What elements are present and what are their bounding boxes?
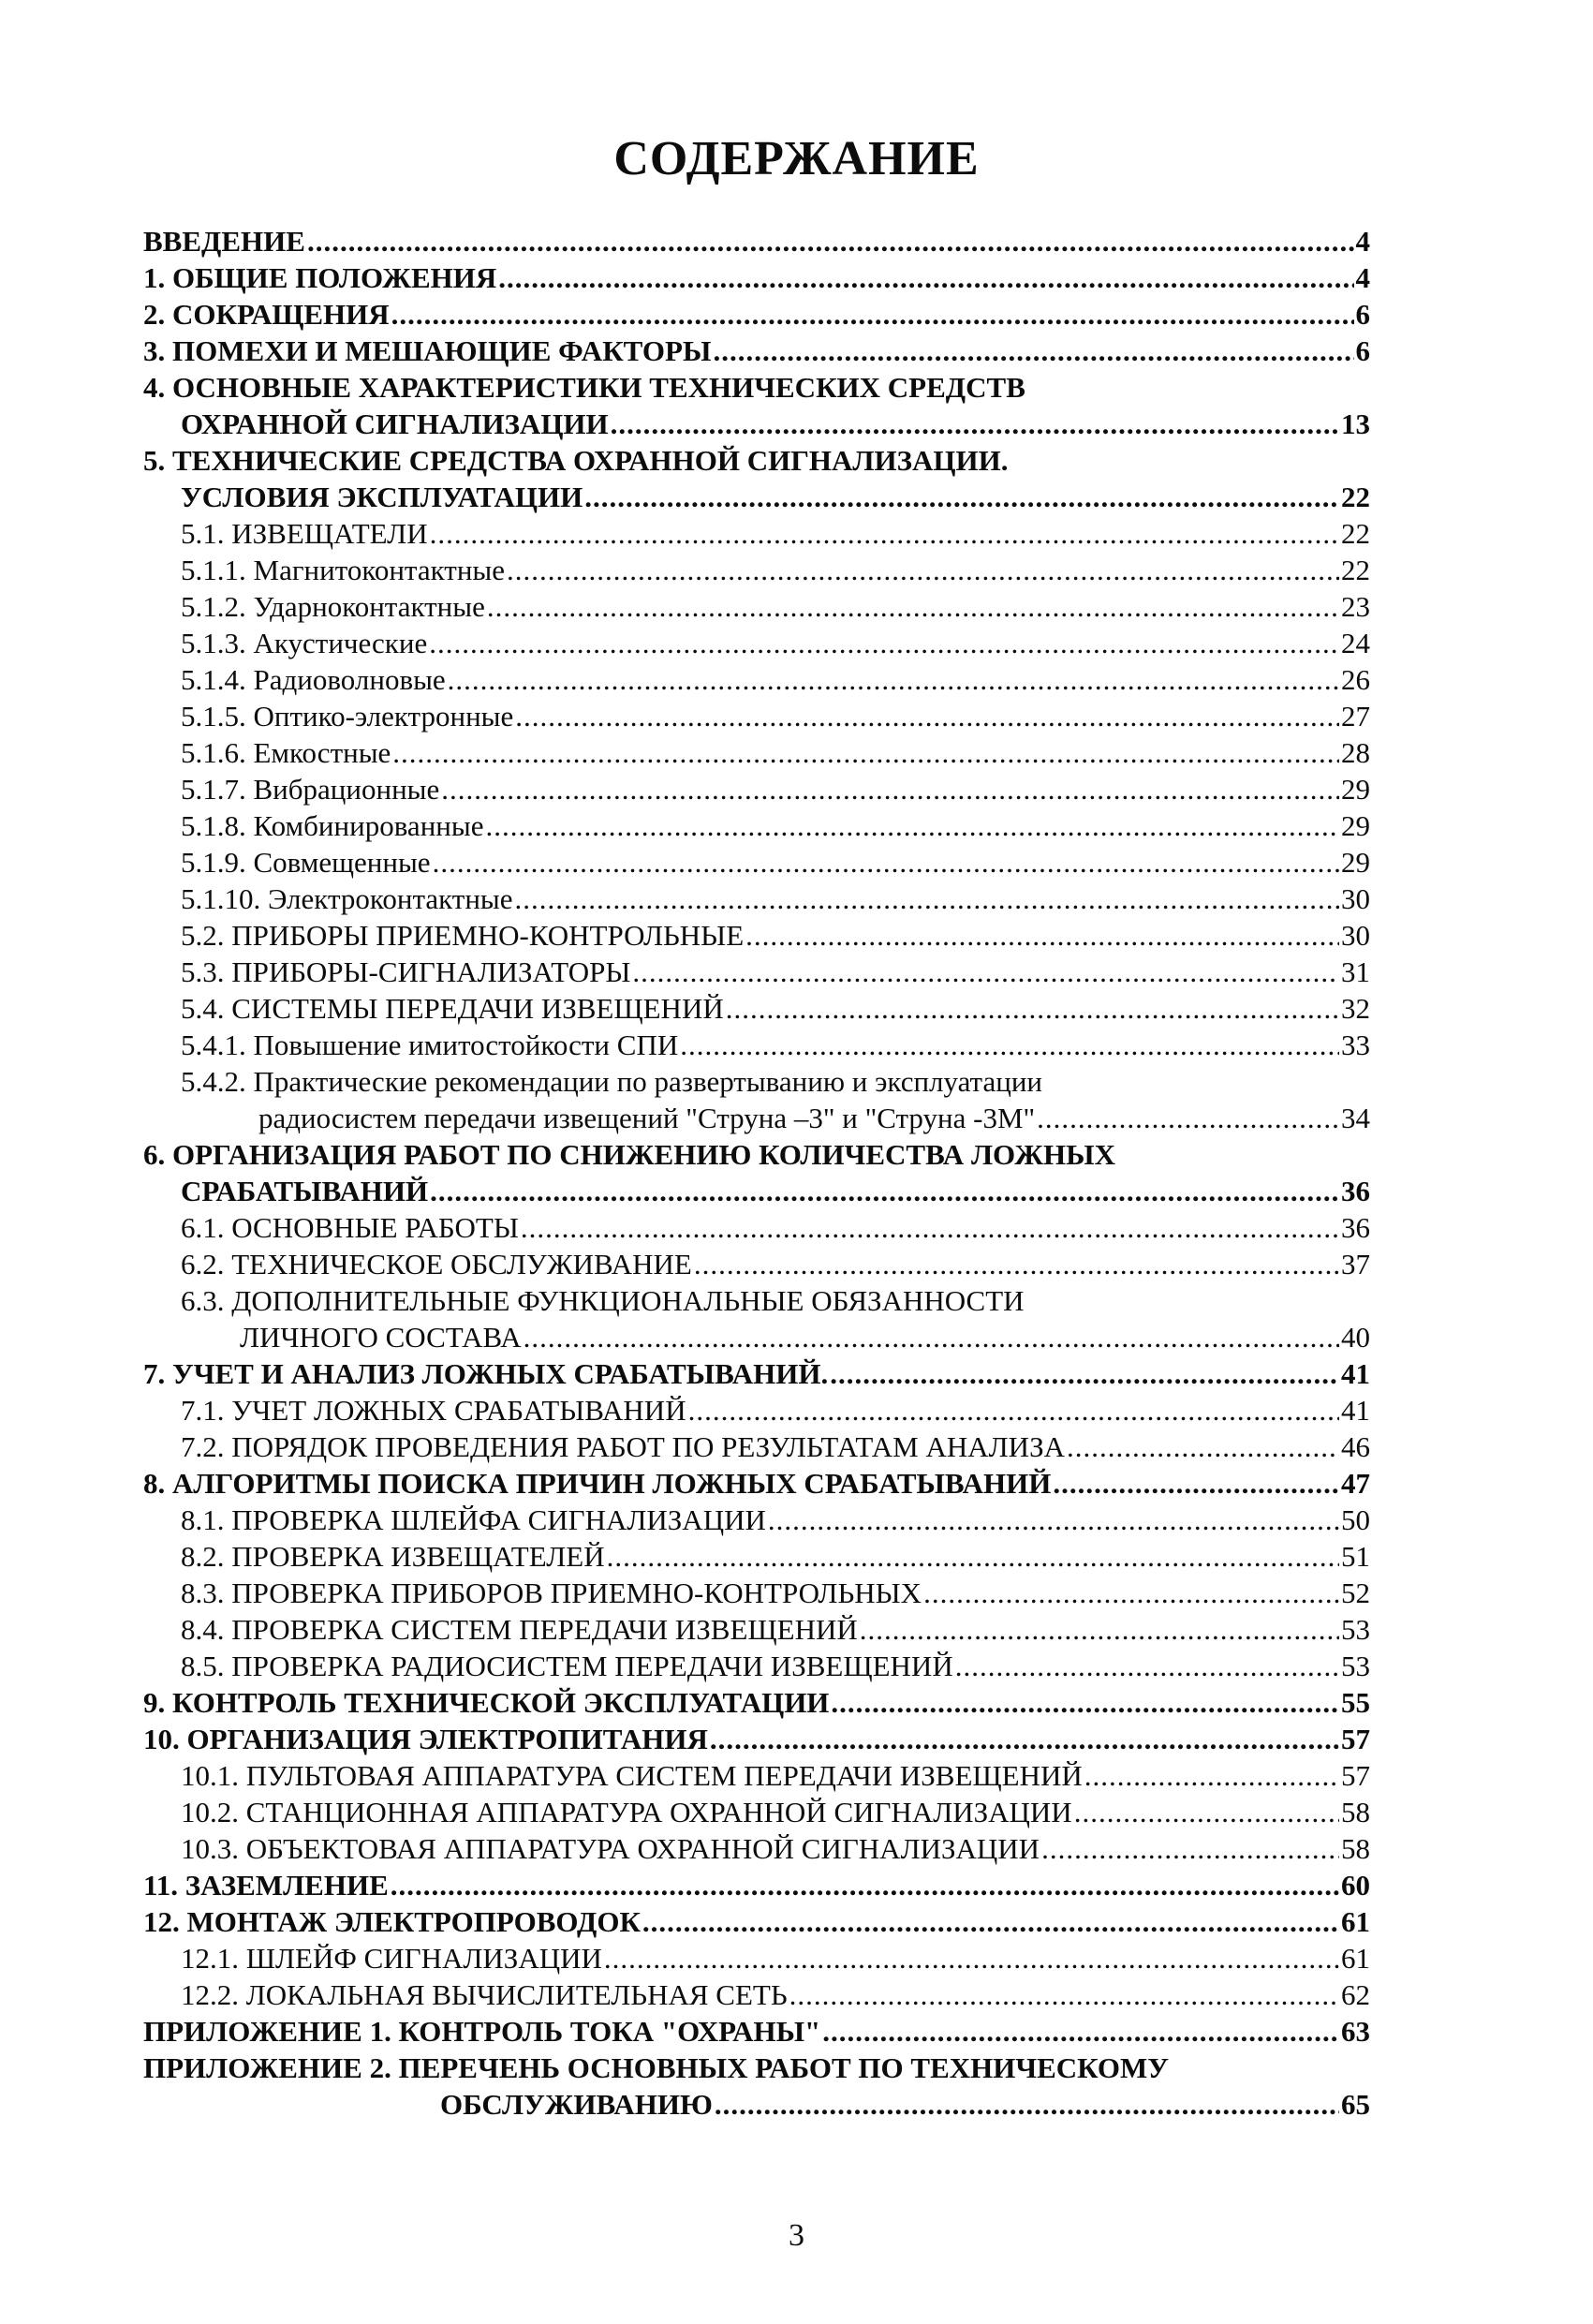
toc-entry (143, 1355, 1370, 1395)
toc-entry-page: 60 (1341, 1869, 1370, 1902)
toc-leader-dots (860, 1611, 1339, 1649)
toc-leader-dots (391, 296, 1354, 333)
toc-entry (181, 1940, 1370, 1979)
toc-leader-dots (515, 881, 1339, 918)
toc-entry-page: 41 (1341, 1394, 1370, 1427)
page-number: 3 (789, 2218, 804, 2253)
toc-entry (181, 1209, 1370, 1249)
toc-entry-page: 41 (1341, 1357, 1370, 1390)
toc-leader-dots (726, 990, 1339, 1028)
toc-entry (181, 1063, 1370, 1103)
toc-entry-title: радиосистем передачи извещений "Струна –3" и "Струна -3М" (258, 1102, 1036, 1134)
toc-entry-title: 5.1.4. Радиоволновые (181, 663, 446, 696)
toc-entry-title: 10.1. ПУЛЬТОВАЯ АППАРАТУРА СИСТЕМ ПЕРЕДАЧИ ИЗВЕЩЕНИЙ (181, 1759, 1083, 1792)
toc-entry-title: 12.2. ЛОКАЛЬНАЯ ВЫЧИСЛИТЕЛЬНАЯ СЕТЬ (181, 1978, 788, 2011)
toc-entry (181, 698, 1370, 737)
toc-entry-title: 6.3. ДОПОЛНИТЕЛЬНЫЕ ФУНКЦИОНАЛЬНЫЕ ОБЯЗАННОСТИ (181, 1284, 1025, 1317)
toc-entry-title: 5.1.6. Емкостные (181, 736, 391, 769)
toc-leader-dots (632, 954, 1339, 991)
toc-leader-dots (923, 1575, 1339, 1612)
toc-entry-title: 10. ОРГАНИЗАЦИЯ ЭЛЕКТРОПИТАНИЯ (143, 1723, 708, 1755)
toc-entry-page: 4 (1355, 261, 1370, 294)
toc-entry (181, 1282, 1370, 1322)
toc-entry-page: 51 (1341, 1540, 1370, 1573)
toc-entry-page: 30 (1341, 919, 1370, 952)
toc-entry (181, 625, 1370, 664)
toc-entry (240, 1319, 1370, 1358)
toc-entry (181, 844, 1370, 883)
toc-leader-dots (1067, 1428, 1339, 1466)
toc-entry (181, 1246, 1370, 1285)
toc-leader-dots (433, 844, 1339, 881)
toc-entry-title: 5.2. ПРИБОРЫ ПРИЕМНО-КОНТРОЛЬНЫЕ (181, 919, 745, 952)
toc-entry (143, 2050, 1370, 2089)
toc-entry-page: 31 (1341, 955, 1370, 988)
toc-entry-title: 5.1.7. Вибрационные (181, 773, 440, 806)
toc-leader-dots (1084, 1757, 1339, 1795)
toc-entry-page: 24 (1341, 627, 1370, 659)
toc-leader-dots (611, 406, 1339, 443)
toc-entry-title: 7. УЧЕТ И АНАЛИЗ ЛОЖНЫХ СРАБАТЫВАНИЙ. (143, 1357, 829, 1390)
toc-entry-title: ОБСЛУЖИВАНИЮ (440, 2088, 713, 2121)
toc-entry (143, 333, 1370, 372)
toc-entry-title: 9. КОНТРОЛЬ ТЕХНИЧЕСКОЙ ЭКСПЛУАТАЦИИ (143, 1686, 830, 1719)
toc-entry (143, 2013, 1370, 2052)
toc-entry (258, 1100, 1370, 1139)
toc-entry-title: ПРИЛОЖЕНИЕ 1. КОНТРОЛЬ ТОКА "ОХРАНЫ" (143, 2015, 821, 2048)
toc-leader-dots (607, 1538, 1339, 1576)
toc-entry (181, 734, 1370, 774)
toc-entry-page: 63 (1341, 2015, 1370, 2048)
toc-entry-page: 62 (1341, 1978, 1370, 2011)
toc-entry (143, 369, 1370, 408)
toc-entry (181, 1392, 1370, 1431)
toc-entry (181, 954, 1370, 993)
toc-entry (181, 479, 1370, 518)
toc-leader-dots (604, 1940, 1339, 1977)
toc-entry-title: 10.3. ОБЪЕКТОВАЯ АППАРАТУРА ОХРАННОЙ СИГНАЛИЗАЦИИ (181, 1832, 1040, 1865)
toc-entry-title: 6.2. ТЕХНИЧЕСКОЕ ОБСЛУЖИВАНИЕ (181, 1248, 692, 1280)
toc-entry (143, 1903, 1370, 1943)
toc-entry (181, 807, 1370, 847)
toc-entry-title: 3. ПОМЕХИ И МЕШАЮЩИЕ ФАКТОРЫ (143, 334, 712, 367)
toc-leader-dots (1074, 1794, 1339, 1831)
toc-entry-title: 4. ОСНОВНЫЕ ХАРАКТЕРИСТИКИ ТЕХНИЧЕСКИХ СРЕДСТВ (143, 371, 1025, 404)
toc-entry-page: 61 (1341, 1942, 1370, 1975)
toc-leader-dots (307, 223, 1354, 260)
toc-entry-page: 22 (1341, 517, 1370, 550)
toc-entry (181, 1830, 1370, 1870)
toc-entry-title: 5.1.9. Совмещенные (181, 846, 431, 879)
toc-entry-title: 8.3. ПРОВЕРКА ПРИБОРОВ ПРИЕМНО-КОНТРОЛЬНЫХ (181, 1576, 922, 1609)
toc-leader-dots (688, 1392, 1339, 1429)
toc-entry (181, 1173, 1370, 1212)
toc-leader-dots (1041, 1830, 1339, 1868)
toc-entry-page: 34 (1341, 1102, 1370, 1134)
toc-entry-page: 4 (1355, 225, 1370, 258)
toc-leader-dots (789, 1976, 1339, 2014)
toc-entry (181, 990, 1370, 1029)
toc-entry (143, 442, 1370, 481)
toc-entry-title: 1. ОБЩИЕ ПОЛОЖЕНИЯ (143, 261, 497, 294)
toc-entry-title: 5.4. СИСТЕМЫ ПЕРЕДАЧИ ИЗВЕЩЕНИЙ (181, 992, 724, 1025)
toc-entry-page: 6 (1355, 298, 1370, 331)
toc-leader-dots (1037, 1100, 1339, 1137)
toc-entry-page: 32 (1341, 992, 1370, 1025)
toc-entry (143, 1867, 1370, 1906)
toc-entry-title: 5.1.8. Комбинированные (181, 809, 484, 842)
toc-leader-dots (680, 1027, 1339, 1064)
toc-entry-page: 57 (1341, 1723, 1370, 1755)
toc-entry (181, 406, 1370, 445)
toc-leader-dots (391, 1867, 1339, 1904)
toc-entry (143, 1136, 1370, 1176)
toc-entry-title: СРАБАТЫВАНИЙ (181, 1175, 429, 1207)
toc-entry-title: 5.1.2. Ударноконтактные (181, 590, 485, 623)
toc-entry (181, 515, 1370, 555)
toc-entry-title: 5.1.10. Электроконтактные (181, 882, 513, 915)
toc-entry-title: 8.4. ПРОВЕРКА СИСТЕМ ПЕРЕДАЧИ ИЗВЕЩЕНИЙ (181, 1613, 858, 1646)
toc-entry-page: 40 (1341, 1321, 1370, 1354)
toc-entry-page: 53 (1341, 1613, 1370, 1646)
toc-entry (143, 259, 1370, 299)
toc-entry-title: 8. АЛГОРИТМЫ ПОИСКА ПРИЧИН ЛОЖНЫХ СРАБАТЫВАНИЙ (143, 1467, 1052, 1500)
toc-leader-dots (642, 1903, 1339, 1941)
toc-entry (143, 1684, 1370, 1724)
toc-leader-dots (710, 1721, 1339, 1758)
toc-entry-page: 37 (1341, 1248, 1370, 1280)
toc-entry (143, 223, 1370, 262)
toc-entry-title: 6.1. ОСНОВНЫЕ РАБОТЫ (181, 1211, 519, 1244)
toc-leader-dots (448, 661, 1339, 699)
toc-entry-title: 6. ОРГАНИЗАЦИЯ РАБОТ ПО СНИЖЕНИЮ КОЛИЧЕСТВА ЛОЖНЫХ (143, 1138, 1115, 1171)
toc-leader-dots (441, 771, 1339, 808)
toc-entry-page: 47 (1341, 1467, 1370, 1500)
toc-entry-title: 8.2. ПРОВЕРКА ИЗВЕЩАТЕЛЕЙ (181, 1540, 605, 1573)
toc-entry (181, 1502, 1370, 1541)
toc-entry-page: 52 (1341, 1576, 1370, 1609)
toc-entry (181, 1648, 1370, 1687)
toc-leader-dots (822, 2013, 1339, 2050)
toc-entry (181, 1794, 1370, 1833)
toc-entry-page: 29 (1341, 773, 1370, 806)
toc-entry-page: 65 (1341, 2088, 1370, 2121)
toc-entry-title: ВВЕДЕНИЕ (143, 225, 305, 258)
toc-entry-title: 2. СОКРАЩЕНИЯ (143, 298, 390, 331)
toc-entry (143, 296, 1370, 335)
toc-entry-title: 12.1. ШЛЕЙФ СИГНАЛИЗАЦИИ (181, 1942, 602, 1975)
toc-entry-title: 5.4.2. Практические рекомендации по развертыванию и эксплуатации (181, 1065, 1043, 1098)
toc-entry-page: 27 (1341, 700, 1370, 733)
toc-entry (181, 588, 1370, 628)
toc-entry-title: 8.5. ПРОВЕРКА РАДИОСИСТЕМ ПЕРЕДАЧИ ИЗВЕЩЕНИЙ (181, 1650, 953, 1682)
toc-entry (143, 1465, 1370, 1504)
toc-entry-title: 5. ТЕХНИЧЕСКИЕ СРЕДСТВА ОХРАННОЙ СИГНАЛИЗАЦИИ. (143, 444, 1009, 477)
toc-entry-page: 28 (1341, 736, 1370, 769)
toc-entry-page: 13 (1341, 407, 1370, 440)
toc-entry-page: 30 (1341, 882, 1370, 915)
toc-entry-page: 46 (1341, 1430, 1370, 1463)
toc-entry-title: 7.1. УЧЕТ ЛОЖНЫХ СРАБАТЫВАНИЙ (181, 1394, 686, 1427)
toc-entry (181, 1428, 1370, 1468)
toc-entry-page: 33 (1341, 1029, 1370, 1061)
toc-entry (181, 1976, 1370, 2016)
toc-entry-title: ПРИЛОЖЕНИЕ 2. ПЕРЕЧЕНЬ ОСНОВНЫХ РАБОТ ПО ТЕХНИЧЕСКОМУ (143, 2051, 1170, 2084)
toc-leader-dots (768, 1502, 1339, 1539)
toc-entry-page: 57 (1341, 1759, 1370, 1792)
toc-entry-title: 8.1. ПРОВЕРКА ШЛЕЙФА СИГНАЛИЗАЦИИ (181, 1503, 766, 1536)
toc-entry-title: 5.1.3. Акустические (181, 627, 428, 659)
toc-entry-page: 23 (1341, 590, 1370, 623)
toc-leader-dots (430, 1173, 1339, 1210)
toc-entry-page: 29 (1341, 809, 1370, 842)
toc-leader-dots (429, 625, 1339, 662)
toc-entry-page: 29 (1341, 846, 1370, 879)
toc-entry (181, 552, 1370, 591)
toc-entry-page: 36 (1341, 1211, 1370, 1244)
toc-entry-title: УСЛОВИЯ ЭКСПЛУАТАЦИИ (181, 481, 583, 513)
toc-entry-page: 50 (1341, 1503, 1370, 1536)
toc-entry-page: 58 (1341, 1832, 1370, 1865)
toc-entry-title: 5.3. ПРИБОРЫ-СИГНАЛИЗАТОРЫ (181, 955, 631, 988)
toc-entry-title: 11. ЗАЗЕМЛЕНИЕ (143, 1869, 389, 1902)
toc-entry-title: 5.1. ИЗВЕЩАТЕЛИ (181, 517, 428, 550)
toc-entry-title: 5.4.1. Повышение имитостойкости СПИ (181, 1029, 679, 1061)
toc-leader-dots (1053, 1465, 1339, 1502)
toc-entry (181, 917, 1370, 956)
toc-entry (181, 1611, 1370, 1650)
toc-entry-page: 6 (1355, 334, 1370, 367)
toc-entry (143, 1721, 1370, 1760)
toc-entry-page: 53 (1341, 1650, 1370, 1682)
toc-entry (181, 1538, 1370, 1577)
toc-entry-page: 22 (1341, 554, 1370, 586)
toc-entry-page: 36 (1341, 1175, 1370, 1207)
page-title: СОДЕРЖАНИЕ (613, 132, 980, 185)
toc-leader-dots (584, 479, 1339, 516)
toc-leader-dots (392, 734, 1339, 772)
toc-entry (181, 771, 1370, 810)
toc-leader-dots (694, 1246, 1339, 1283)
toc-entry (440, 2086, 1370, 2125)
toc-entry-title: 10.2. СТАНЦИОННАЯ АППАРАТУРА ОХРАННОЙ СИГНАЛИЗАЦИИ (181, 1796, 1072, 1828)
toc-leader-dots (524, 1319, 1339, 1356)
toc-leader-dots (830, 1355, 1339, 1393)
toc-leader-dots (713, 333, 1353, 370)
toc-entry-page: 58 (1341, 1796, 1370, 1828)
toc-entry-page: 26 (1341, 663, 1370, 696)
toc-entry-title: 12. МОНТАЖ ЭЛЕКТРОПРОВОДОК (143, 1905, 641, 1938)
toc-leader-dots (485, 807, 1339, 845)
toc-leader-dots (715, 2086, 1339, 2124)
toc-leader-dots (831, 1684, 1339, 1722)
toc-leader-dots (507, 552, 1339, 589)
toc-entry-page: 61 (1341, 1905, 1370, 1938)
toc-entry-title: ЛИЧНОГО СОСТАВА (240, 1321, 522, 1354)
toc-entry-page: 55 (1341, 1686, 1370, 1719)
toc-entry (181, 1757, 1370, 1797)
toc-entry-title: 5.1.1. Магнитоконтактные (181, 554, 505, 586)
toc-entry-title: 5.1.5. Оптико-электронные (181, 700, 514, 733)
toc-entry (181, 661, 1370, 701)
toc-entry (181, 1027, 1370, 1066)
toc-entry-title: ОХРАННОЙ СИГНАЛИЗАЦИИ (181, 407, 609, 440)
toc-leader-dots (430, 515, 1339, 553)
toc-entry (181, 1575, 1370, 1614)
toc-entry-title: 7.2. ПОРЯДОК ПРОВЕДЕНИЯ РАБОТ ПО РЕЗУЛЬТАТАМ АНАЛИЗА (181, 1430, 1065, 1463)
toc-leader-dots (515, 698, 1339, 735)
toc-entry (181, 881, 1370, 920)
toc-leader-dots (487, 588, 1339, 626)
toc-leader-dots (521, 1209, 1339, 1247)
toc-entry-page: 22 (1341, 481, 1370, 513)
toc-leader-dots (498, 259, 1353, 297)
toc-leader-dots (745, 917, 1339, 955)
toc-leader-dots (955, 1648, 1339, 1685)
